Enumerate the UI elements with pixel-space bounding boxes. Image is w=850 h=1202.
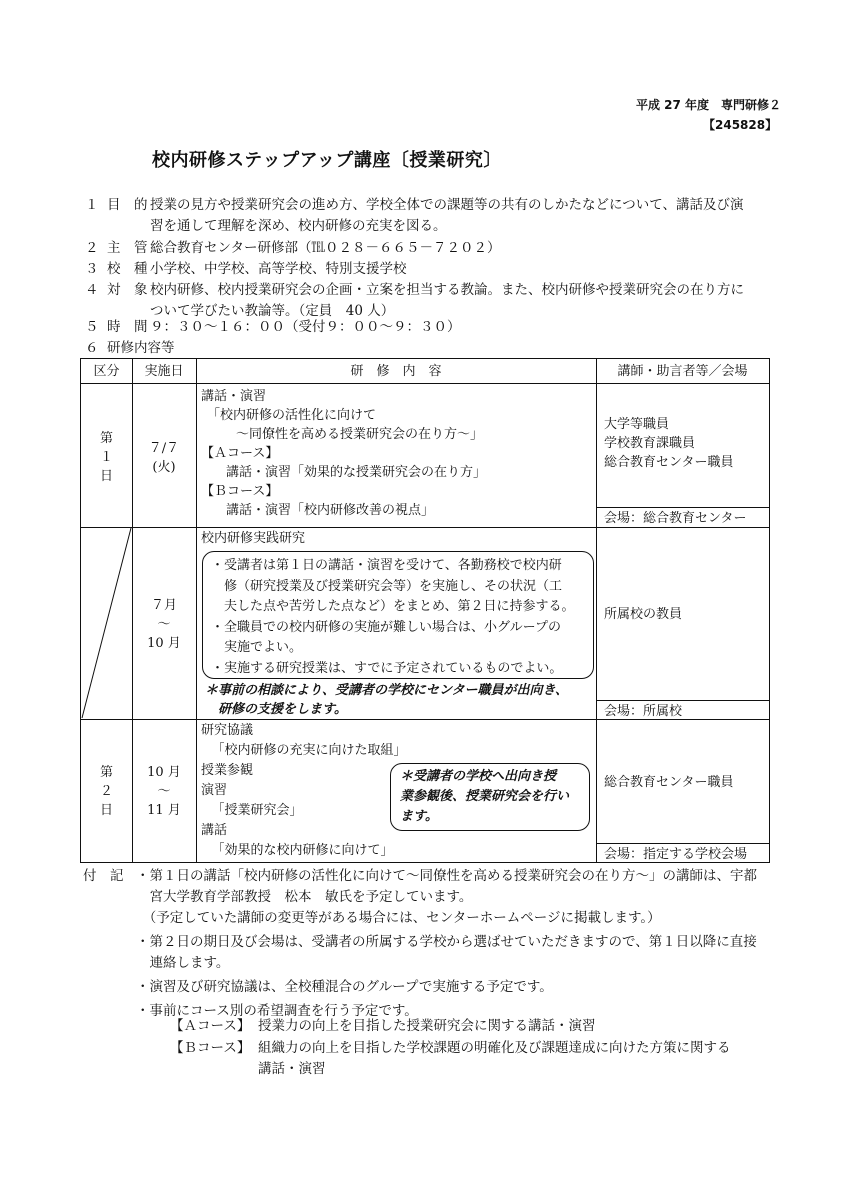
section-target: ４ 対 象 校内研修、校内授業研究会の企画・立案を担当する教論。また、校内研修や授業研究会の在り方に ついて学びたい教論等。（定員 40 人） [85,280,775,322]
header-content: 研 修 内 容 [350,364,442,379]
year-course-label: 平成 27 年度 専門研修２ [636,98,782,112]
venue-divider [596,507,769,508]
practice-details-box: ・受講者は第１日の講話・演習を受けて、各勤務校で校内研 修（研究授業及び授業研究会等）を実施し、その状況（工 夫した点や苦労した点など）をまとめ、第２日に持参する。 ・全職員での校内研修の実施が難しい場合は、小グループの 実施でよい。 ・実施する研究授業は、すでに予定されているものでよい。 [202,551,594,679]
target-line: ついて学びたい教論等。（定員 40 人） [150,303,395,319]
practice-venue: 会場：所属校 [604,704,683,719]
header-kubun: 区分 [93,364,120,379]
day2-content: 研究協議 「校内研修の充実に向けた取組」 授業参観 演習 「授業研究会」 講話 「効果的な校内研修に向けて」 [201,723,407,858]
day2-lecturers: 総合教育センター職員 [604,775,734,790]
practice-heading: 校内研修実践研究 [201,531,306,546]
practice-date: ７月 ～ 10 月 [147,598,181,651]
day2-venue: 会場：指定する学校会場 [604,847,748,862]
day2-label: 第 ２ 日 [99,765,113,818]
section-organizer: ２ 主 管 総合教育センター研修部（℡０２８－６６５－７２０２） [85,240,501,256]
purpose-line: 授業の見方や授業研究会の進め方、学校全体での課題等の共有のしかたなどについて、講話及び演 [150,197,744,213]
day1-date: ７/７ (火) [148,441,180,475]
purpose-line: 習を通して理解を深め、校内研修の充実を図る。 [150,218,447,234]
section-content: ６ 研修内容等 [85,340,175,356]
day1-lecturers: 大学等職員 学校教育課職員 総合教育センター職員 [604,417,734,470]
day2-date: 10 月 ～ 11 月 [147,765,181,818]
training-schedule-table [80,358,770,863]
venue-divider [596,843,769,844]
day1-label: 第 １ 日 [99,431,113,484]
notes-body: ・第１日の講話「校内研修の活性化に向けて～同僚性を高める授業研究会の在り方～」の講師は、宇都 宮大学教育学部教授 松本 敏氏を予定しています。 （予定していた講師の変更等がある場合には、センターホームページに掲載します。） ・第２日の期日及び会場は、受講者の所属する学校から選ばせていただきますので、第１日以降に直接 連絡します。 ・演習及び研究協議は、全校種混合のグループで実施する予定です。 ・事前にコース別の希望調査を行う予定です。 [136,868,757,1019]
support-note: ＊事前の相談により、受講者の学校にセンター職員が出向き、 研修の支援をします。 [205,683,568,717]
course-b-text: 組織力の向上を目指した学校課題の明確化及び課題達成に向けた方策に関する 講話・演習 [258,1040,731,1077]
course-a-label: 【Ａコース】 [170,1018,251,1034]
diagonal-slash [81,527,132,719]
practice-lecturers: 所属校の教員 [604,607,683,622]
header-divider [81,383,769,384]
target-line: 校内研修、校内授業研究会の企画・立案を担当する教論。また、校内研修や授業研究会の在り方に [150,282,744,298]
section-time: ５ 時 間 ９：３０～１６：００（受付９：００～９：３０） [85,319,461,335]
section-school-type: ３ 校 種 小学校、中学校、高等学校、特別支援学校 [85,261,407,277]
venue-divider [596,700,769,701]
col-divider [196,359,197,862]
course-b-label: 【Ｂコース】 [170,1040,251,1056]
header-lecturer: 講師・助言者等／会場 [617,364,748,379]
visit-note-box: ＊受講者の学校へ出向き授 業参観後、授業研究会を行い ます。 [390,763,590,831]
section-purpose: １ 目 的 授業の見方や授業研究会の進め方、学校全体での課題等の共有のしかたなどについて、講話及び演 習を通して理解を深め、校内研修の充実を図る。 [85,195,775,237]
course-a-text: 授業力の向上を目指した授業研究会に関する講話・演習 [258,1018,596,1034]
notes-label: 付 記 [83,868,124,884]
page-title: 校内研修ステップアップ講座〔授業研究〕 [152,150,502,171]
header-date: 実施日 [144,364,184,379]
day1-venue: 会場：総合教育センター [604,511,747,526]
col-divider [596,359,597,862]
course-code: 【245828】 [703,118,778,132]
day1-content: 講話・演習 「校内研修の活性化に向けて ～同僚性を高める授業研究会の在り方～」 【Ａコース】 講話・演習「効果的な授業研究会の在り方」 【Ｂコース】 講話・演習「校内研修改善の視点」 [201,389,487,518]
